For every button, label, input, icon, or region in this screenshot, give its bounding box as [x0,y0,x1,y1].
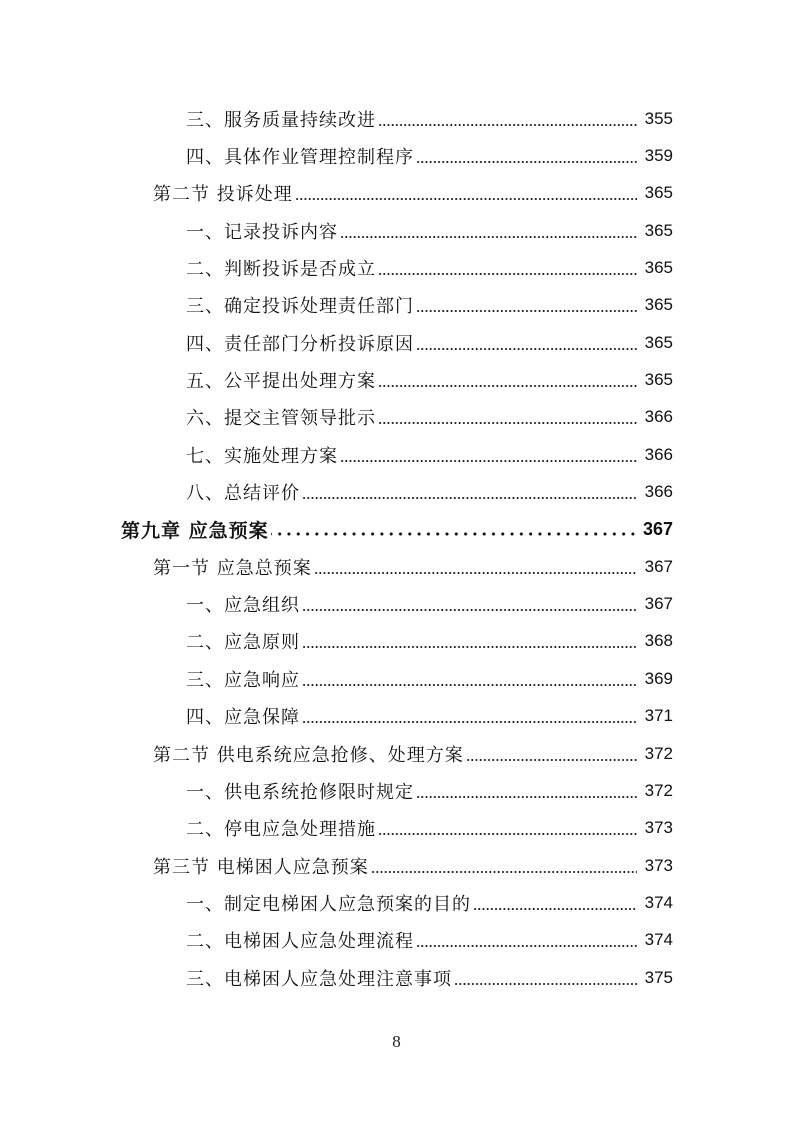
dot-leader [340,220,637,242]
dot-leader [340,444,637,466]
toc-entry-label: 一、应急组织 [186,595,300,617]
toc-section-entry[interactable] [0,735,673,772]
toc-entry-label: 三、服务质量持续改进 [186,109,376,131]
toc-entry[interactable] [0,922,673,959]
toc-entry-label: 第一节 应急总预案 [153,557,312,579]
dot-leader [416,294,637,316]
toc-section-entry[interactable] [0,548,673,585]
toc-entry-page: 374 [644,892,673,912]
dot-leader [416,780,637,802]
toc-entry-label: 二、停电应急处理措施 [186,819,376,841]
dot-leader [314,556,637,578]
toc-entry-page: 365 [644,220,673,240]
toc-entry-page: 355 [644,108,673,128]
toc-entry[interactable] [0,810,673,847]
toc-entry-label: 二、判断投诉是否成立 [186,259,376,281]
toc-entry-label: 第三节 电梯困人应急预案 [153,856,369,878]
toc-entry-label: 二、应急原则 [186,632,300,654]
toc-entry-page: 368 [644,631,673,651]
dot-leader [466,743,637,765]
dot-leader [416,145,637,167]
toc-entry-page: 367 [642,518,673,539]
toc-entry[interactable] [0,436,673,473]
toc-entry-label: 四、具体作业管理控制程序 [186,147,414,169]
toc-entry-label: 六、提交主管领导批示 [186,408,376,430]
toc-entry-page: 375 [644,967,673,987]
toc-entry-page: 372 [644,780,673,800]
toc-entry-page: 365 [644,332,673,352]
toc-entry-page: 367 [644,556,673,576]
toc-chapter-label: 第九章 应急预案 [121,519,269,542]
toc-entry-page: 373 [644,818,673,838]
toc-entry[interactable] [0,623,673,660]
dot-leader [454,967,637,989]
toc-entry-label: 三、电梯困人应急处理注意事项 [186,968,452,990]
toc-section-entry[interactable] [0,847,673,884]
dot-leader [302,593,637,615]
toc-entry-page: 359 [644,146,673,166]
toc-entry-label: 一、记录投诉内容 [186,221,338,243]
toc-entry-page: 365 [644,183,673,203]
toc-entry[interactable] [0,137,673,174]
toc-entry-label: 七、实施处理方案 [186,445,338,467]
dot-leader [378,406,637,428]
toc-entry-page: 374 [644,930,673,950]
toc-entry-page: 369 [644,668,673,688]
toc-entry[interactable] [0,399,673,436]
toc-entry[interactable] [0,585,673,622]
toc-entry[interactable] [0,660,673,697]
toc-entry-label: 四、应急保障 [186,707,300,729]
toc-entry[interactable] [0,772,673,809]
toc-entry-page: 366 [644,444,673,464]
toc-entry-label: 二、电梯困人应急处理流程 [186,931,414,953]
toc-entry[interactable] [0,212,673,249]
toc-entry[interactable] [0,698,673,735]
dot-leader [378,108,637,130]
toc-entry-label: 一、制定电梯困人应急预案的目的 [186,893,471,915]
toc-entry[interactable] [0,324,673,361]
toc-entry-page: 366 [644,482,673,502]
table-of-contents [0,100,793,996]
dot-leader [416,332,637,354]
toc-entry-label: 五、公平提出处理方案 [186,371,376,393]
toc-entry[interactable] [0,473,673,510]
toc-entry-label: 第二节 供电系统应急抢修、处理方案 [153,744,464,766]
dot-leader [302,630,637,652]
dot-leader [302,705,637,727]
page-number: 8 [392,1032,401,1051]
dot-leader [271,518,637,540]
dot-leader [378,257,637,279]
toc-entry-label: 一、供电系统抢修限时规定 [186,781,414,803]
dot-leader [473,892,637,914]
toc-entry-page: 372 [644,743,673,763]
toc-entry[interactable] [0,249,673,286]
toc-entry[interactable] [0,884,673,921]
toc-entry-label: 八、总结评价 [186,483,300,505]
toc-entry-label: 第二节 投诉处理 [153,184,293,206]
dot-leader [378,817,637,839]
toc-entry-label: 四、责任部门分析投诉原因 [186,333,414,355]
toc-entry-page: 371 [644,706,673,726]
toc-entry-label: 三、确定投诉处理责任部门 [186,296,414,318]
toc-chapter-entry[interactable] [0,511,673,548]
toc-entry-page: 367 [644,594,673,614]
toc-section-entry[interactable] [0,175,673,212]
toc-entry-page: 365 [644,258,673,278]
dot-leader [371,855,637,877]
toc-entry[interactable] [0,287,673,324]
toc-entry-page: 365 [644,370,673,390]
dot-leader [302,668,637,690]
dot-leader [378,369,637,391]
toc-entry-page: 365 [644,295,673,315]
toc-entry[interactable] [0,100,673,137]
dot-leader [416,929,637,951]
toc-entry-label: 三、应急响应 [186,669,300,691]
toc-entry[interactable] [0,959,673,996]
toc-entry-page: 366 [644,407,673,427]
dot-leader [302,481,637,503]
toc-entry-page: 373 [644,855,673,875]
toc-entry[interactable] [0,361,673,398]
dot-leader [295,182,637,204]
